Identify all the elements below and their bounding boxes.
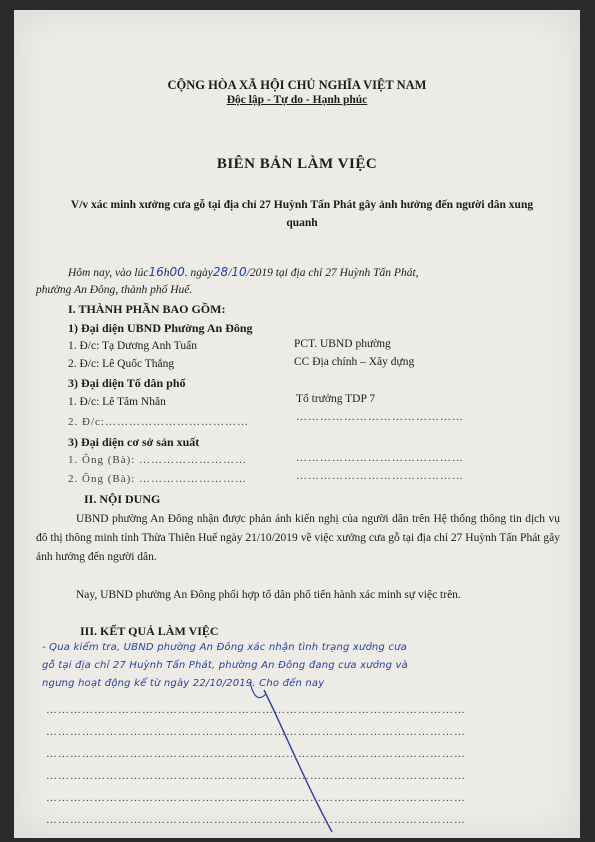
member-role-blank: …………………………………… — [296, 452, 464, 464]
group-3-heading: 3) Đại diện Tổ dân phố — [68, 376, 186, 390]
blank-dotted-line: …………………………………………………………………………………………… — [46, 748, 466, 760]
section-3-heading: III. KẾT QUẢ LÀM VIỆC — [80, 624, 219, 638]
document-page — [14, 10, 580, 838]
intro-mid1: h — [163, 267, 170, 279]
intro-suffix: /2019 tại địa chỉ 27 Huỳnh Tấn Phát, — [246, 267, 419, 279]
blank-dotted-line: …………………………………………………………………………………………… — [46, 726, 466, 738]
member-role: PCT. UBND phường — [294, 338, 391, 350]
blank-dotted-line: …………………………………………………………………………………………… — [46, 770, 466, 782]
member-name: 1. Đ/c: Lê Tâm Nhân — [68, 396, 166, 408]
member-role: CC Địa chính – Xây dựng — [294, 356, 415, 368]
intro-line-2: phường An Đông, thành phố Huế. — [36, 284, 193, 296]
national-motto — [14, 94, 580, 106]
intro-day: 28 — [212, 265, 229, 279]
intro-minute: 00 — [169, 265, 185, 279]
intro-sep: / — [228, 267, 232, 279]
member-name-blank: 2. Đ/c:……………………………… — [68, 416, 249, 428]
handwritten-line: gỗ tại địa chỉ 27 Huỳnh Tấn Phát, phường An Đông đang cưa xưởng và — [42, 660, 408, 671]
member-role-blank: …………………………………… — [296, 470, 464, 482]
intro-line — [68, 265, 419, 279]
member-role-blank: …………………………………… — [296, 411, 464, 423]
handwritten-line: - Qua kiểm tra, UBND phường An Đông xác nhận tình trạng xưởng cưa — [42, 642, 407, 653]
intro-prefix: Hôm nay, vào lúc — [68, 267, 149, 279]
section-2-heading: II. NỘI DUNG — [84, 492, 161, 506]
national-title: CỘNG HÒA XÃ HỘI CHỦ NGHĨA VIỆT NAM — [167, 78, 427, 92]
document-subject: V/v xác minh xưởng cưa gỗ tại địa chỉ 27 Huỳnh Tấn Phát gây ảnh hưởng đến người dân xung quanh — [70, 199, 534, 229]
group-3b-heading: 3) Đại diện cơ sở sản xuất — [68, 435, 200, 449]
member-name: 1. Đ/c: Tạ Dương Anh Tuấn — [68, 340, 198, 352]
member-role: Tổ trưởng TDP 7 — [296, 393, 376, 405]
member-name-blank: 1. Ông (Bà): ……………………… — [68, 454, 248, 466]
intro-hour: 16 — [148, 265, 164, 279]
blank-dotted-line: …………………………………………………………………………………………… — [46, 704, 466, 716]
blank-dotted-line: …………………………………………………………………………………………… — [46, 814, 466, 826]
document-title: BIÊN BẢN LÀM VIỆC — [216, 156, 378, 172]
section-1-heading: I. THÀNH PHẦN BAO GỒM: — [68, 302, 226, 316]
motto-text: Độc lập - Tự do - Hạnh phúc — [226, 94, 368, 106]
handwritten-line: ngưng hoạt động kể từ ngày 22/10/2019. Cho đến nay — [42, 678, 325, 689]
section-2-paragraph-2: Nay, UBND phường An Đông phối hợp tổ dân phố tiến hành xác minh sự việc trên. — [76, 589, 461, 601]
member-name: 2. Đ/c: Lê Quốc Thắng — [68, 358, 175, 370]
blank-dotted-line: …………………………………………………………………………………………… — [46, 792, 466, 804]
intro-month: 10 — [231, 265, 247, 279]
section-2-paragraph-1: UBND phường An Đông nhận được phản ánh kiến nghị của người dân trên Hệ thống thông tin dịch vụ đô thị thông minh tỉnh Thừa Thiên Huế ngày 21/10/2019 về việc xưởng cưa gỗ tại địa chỉ 27 Huỳnh Tấn Phát gây ảnh hưởng đến người dân. — [36, 513, 560, 563]
group-1-heading: 1) Đại diện UBND Phường An Đông — [68, 321, 253, 335]
intro-mid2: . ngày — [184, 267, 213, 279]
member-name-blank: 2. Ông (Bà): ……………………… — [68, 473, 248, 485]
